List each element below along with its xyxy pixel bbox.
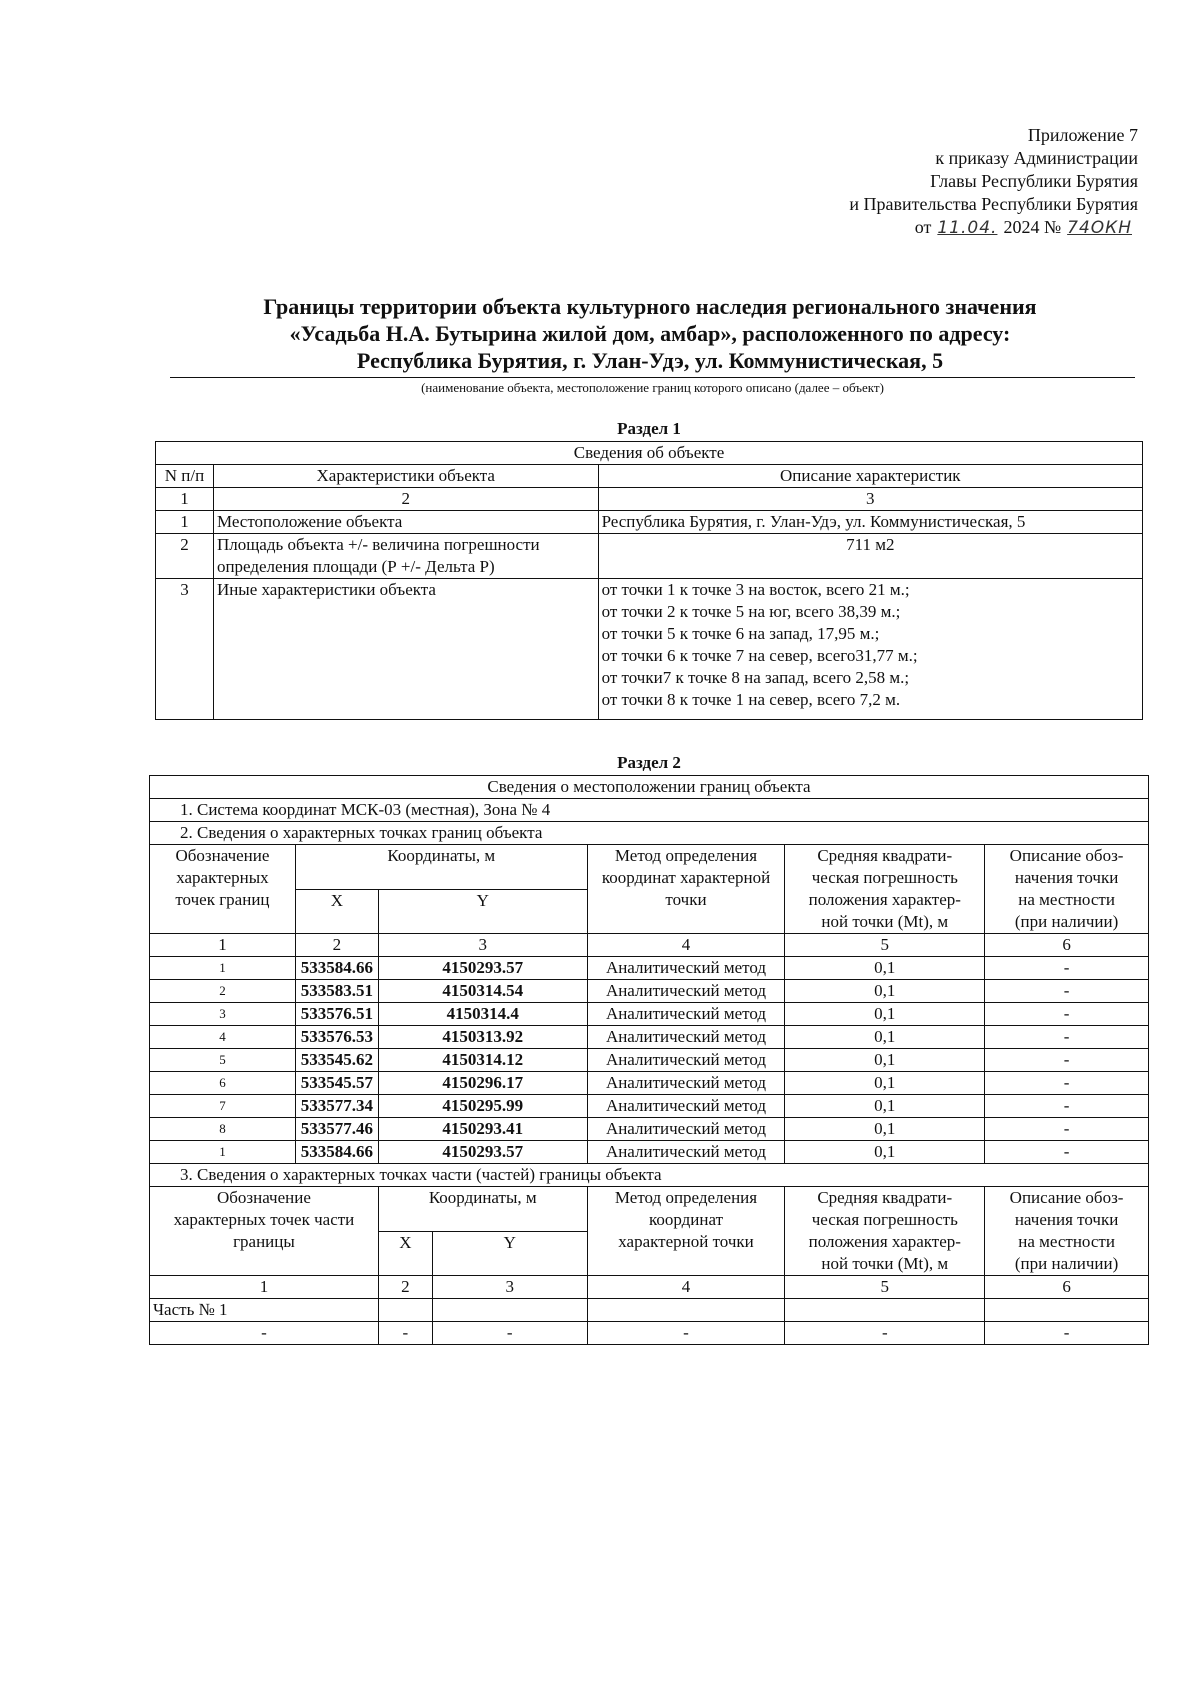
table-row	[150, 1003, 1149, 1026]
characteristic-desc: 711 м2	[598, 534, 1142, 579]
header-line: Средняя квадрати-	[817, 1188, 953, 1207]
point-id: 1	[150, 1141, 296, 1164]
column-number: 6	[985, 1276, 1149, 1299]
table-row	[150, 1141, 1149, 1164]
part-cell: -	[587, 1322, 785, 1345]
header-method	[587, 845, 785, 934]
table-row	[156, 511, 1143, 534]
header-line: Описание обоз-	[1009, 1188, 1124, 1207]
table-row	[150, 980, 1149, 1003]
column-number: 2	[378, 1276, 432, 1299]
point-method: Аналитический метод	[587, 1095, 785, 1118]
appendix-line: и Правительства Республики Бурятия	[849, 194, 1138, 214]
characteristic-name: Местоположение объекта	[213, 511, 598, 534]
title-caption: (наименование объекта, местоположение границ которого описано (далее – объект)	[421, 380, 884, 395]
row-number: 1	[156, 511, 214, 534]
header-x: X	[295, 889, 378, 934]
point-id: 7	[150, 1095, 296, 1118]
table-row	[150, 1072, 1149, 1095]
appendix-line: к приказу Администрации	[935, 148, 1138, 168]
parts-header-y: Y	[432, 1231, 587, 1276]
header-cell: N п/п	[156, 465, 214, 488]
header-line: (при наличии)	[1014, 912, 1119, 931]
table-title: Сведения об объекте	[156, 442, 1143, 465]
desc-line: от точки 2 к точке 5 на юг, всего 38,39 м.;	[601, 602, 901, 621]
characteristic-name	[213, 534, 598, 579]
desc-line: от точки7 к точке 8 на запад, всего 2,58 м.;	[601, 668, 910, 687]
point-id: 8	[150, 1118, 296, 1141]
point-desc: -	[985, 1072, 1149, 1095]
point-id: 3	[150, 1003, 296, 1026]
point-desc: -	[985, 1118, 1149, 1141]
header-line: на местности	[1018, 890, 1115, 909]
point-error: 0,1	[785, 1118, 985, 1141]
header-line: положения характер-	[808, 1232, 961, 1251]
part-cell: -	[985, 1322, 1149, 1345]
point-y: 4150293.57	[378, 1141, 587, 1164]
header-line: (при наличии)	[1014, 1254, 1119, 1273]
empty-cell	[432, 1299, 587, 1322]
part-label: Часть № 1	[150, 1299, 379, 1322]
header-line: характерных	[176, 868, 269, 887]
point-method: Аналитический метод	[587, 1118, 785, 1141]
header-line: характерных точек части	[173, 1210, 355, 1229]
header-line: начения точки	[1014, 868, 1119, 887]
point-method: Аналитический метод	[587, 1003, 785, 1026]
table-row	[150, 1049, 1149, 1072]
point-y: 4150295.99	[378, 1095, 587, 1118]
header-line: ческая погрешность	[811, 1210, 958, 1229]
header-line: точек границ	[175, 890, 270, 909]
table-title: Сведения о местоположении границ объекта	[150, 776, 1149, 799]
header-line: координат характерной	[601, 868, 771, 887]
column-number: 5	[785, 934, 985, 957]
appendix-line: Главы Республики Бурятия	[930, 171, 1138, 191]
point-error: 0,1	[785, 1072, 985, 1095]
point-id: 2	[150, 980, 296, 1003]
point-desc: -	[985, 1141, 1149, 1164]
column-number: 5	[785, 1276, 985, 1299]
section2-heading: Раздел 2	[617, 753, 681, 772]
header-line: Описание обоз-	[1009, 846, 1124, 865]
points-subtitle: 2. Сведения о характерных точках границ объекта	[150, 822, 1149, 845]
point-x: 533576.53	[295, 1026, 378, 1049]
point-y: 4150293.41	[378, 1118, 587, 1141]
desc-line: от точки 6 к точке 7 на север, всего31,77 м.;	[601, 646, 918, 665]
parts-header-coords: Координаты, м	[378, 1187, 587, 1232]
point-error: 0,1	[785, 1003, 985, 1026]
title-underline	[170, 377, 1135, 378]
parts-header-designation	[150, 1187, 379, 1276]
point-x: 533577.34	[295, 1095, 378, 1118]
part-cell: -	[432, 1322, 587, 1345]
table-row	[150, 1118, 1149, 1141]
section2-table	[149, 775, 1149, 1345]
point-y: 4150314.54	[378, 980, 587, 1003]
point-method: Аналитический метод	[587, 1072, 785, 1095]
handwritten-number: 74ОКН	[1067, 218, 1132, 238]
header-line: границы	[233, 1232, 295, 1251]
point-x: 533545.57	[295, 1072, 378, 1095]
desc-line: от точки 1 к точке 3 на восток, всего 21 м.;	[601, 580, 910, 599]
table-row	[150, 1322, 1149, 1345]
parts-header-method	[587, 1187, 785, 1276]
section1-table	[155, 441, 1143, 720]
order-date-line	[849, 216, 1138, 240]
point-y: 4150313.92	[378, 1026, 587, 1049]
point-x: 533577.46	[295, 1118, 378, 1141]
point-desc: -	[985, 1003, 1149, 1026]
table-row	[150, 957, 1149, 980]
point-y: 4150296.17	[378, 1072, 587, 1095]
empty-cell	[785, 1299, 985, 1322]
column-number: 1	[150, 934, 296, 957]
point-id: 4	[150, 1026, 296, 1049]
empty-cell	[985, 1299, 1149, 1322]
row-number: 3	[156, 579, 214, 720]
point-error: 0,1	[785, 1026, 985, 1049]
point-x: 533584.66	[295, 957, 378, 980]
desc-line: от точки 8 к точке 1 на север, всего 7,2 м.	[601, 690, 901, 709]
parts-header-desc	[985, 1187, 1149, 1276]
point-id: 1	[150, 957, 296, 980]
table-row	[150, 1095, 1149, 1118]
header-line: на местности	[1018, 1232, 1115, 1251]
part-cell: -	[785, 1322, 985, 1345]
empty-cell	[587, 1299, 785, 1322]
characteristic-desc	[598, 579, 1142, 720]
point-y: 4150293.57	[378, 957, 587, 980]
header-line: координат	[648, 1210, 724, 1229]
point-method: Аналитический метод	[587, 980, 785, 1003]
point-method: Аналитический метод	[587, 957, 785, 980]
handwritten-date: 11.04.	[937, 218, 998, 238]
point-id: 6	[150, 1072, 296, 1095]
point-error: 0,1	[785, 1141, 985, 1164]
point-y: 4150314.4	[378, 1003, 587, 1026]
title-line: Республика Бурятия, г. Улан-Удэ, ул. Коммунистическая, 5	[356, 348, 944, 373]
appendix-block	[849, 124, 1138, 240]
name-line: Площадь объекта +/- величина погрешности	[216, 535, 540, 554]
point-x: 533583.51	[295, 980, 378, 1003]
point-y: 4150314.12	[378, 1049, 587, 1072]
name-line: определения площади (Р +/- Дельта Р)	[216, 557, 495, 576]
header-line: Метод определения	[614, 846, 758, 865]
point-desc: -	[985, 1095, 1149, 1118]
point-error: 0,1	[785, 1049, 985, 1072]
points-body	[150, 957, 1149, 1164]
point-x: 533576.51	[295, 1003, 378, 1026]
header-line: начения точки	[1014, 1210, 1119, 1229]
point-desc: -	[985, 957, 1149, 980]
column-number: 6	[985, 934, 1149, 957]
part-cell: -	[150, 1322, 379, 1345]
section1-heading: Раздел 1	[617, 419, 681, 438]
header-designation	[150, 845, 296, 934]
column-number: 2	[295, 934, 378, 957]
header-line: Средняя квадрати-	[817, 846, 953, 865]
header-line: ной точки (Mt), м	[821, 1254, 949, 1273]
header-line: ной точки (Mt), м	[821, 912, 949, 931]
column-number: 3	[432, 1276, 587, 1299]
point-method: Аналитический метод	[587, 1026, 785, 1049]
column-number: 4	[587, 934, 785, 957]
empty-cell	[378, 1299, 432, 1322]
column-number: 3	[378, 934, 587, 957]
document-title	[160, 293, 1140, 374]
header-coords: Координаты, м	[295, 845, 587, 890]
parts-header-error	[785, 1187, 985, 1276]
point-method: Аналитический метод	[587, 1141, 785, 1164]
header-desc	[985, 845, 1149, 934]
row-number: 2	[156, 534, 214, 579]
point-desc: -	[985, 980, 1149, 1003]
header-line: точки	[665, 890, 707, 909]
year-text: 2024 №	[1003, 217, 1062, 237]
column-number: 3	[598, 488, 1142, 511]
point-error: 0,1	[785, 1095, 985, 1118]
parts-header-x: X	[378, 1231, 432, 1276]
point-x: 533584.66	[295, 1141, 378, 1164]
point-x: 533545.62	[295, 1049, 378, 1072]
appendix-line: Приложение 7	[1027, 125, 1138, 145]
header-y: Y	[378, 889, 587, 934]
point-desc: -	[985, 1026, 1149, 1049]
point-error: 0,1	[785, 957, 985, 980]
header-error	[785, 845, 985, 934]
point-method: Аналитический метод	[587, 1049, 785, 1072]
characteristic-name: Иные характеристики объекта	[213, 579, 598, 720]
title-line: Границы территории объекта культурного наследия регионального значения	[263, 294, 1037, 319]
desc-line: от точки 5 к точке 6 на запад, 17,95 м.;	[601, 624, 880, 643]
point-desc: -	[985, 1049, 1149, 1072]
point-error: 0,1	[785, 980, 985, 1003]
header-line: Обозначение	[175, 846, 270, 865]
part-cell: -	[378, 1322, 432, 1345]
column-number: 1	[156, 488, 214, 511]
header-line: характерной точки	[618, 1232, 754, 1251]
header-line: положения характер-	[808, 890, 961, 909]
header-line: Обозначение	[216, 1188, 311, 1207]
characteristic-desc: Республика Бурятия, г. Улан-Удэ, ул. Коммунистическая, 5	[598, 511, 1142, 534]
header-line: ческая погрешность	[811, 868, 958, 887]
table-row	[156, 534, 1143, 579]
parts-subtitle: 3. Сведения о характерных точках части (частей) границы объекта	[150, 1164, 1149, 1187]
column-number: 4	[587, 1276, 785, 1299]
coord-system: 1. Система координат МСК-03 (местная), Зона № 4	[150, 799, 1149, 822]
date-prefix: от	[914, 217, 932, 237]
header-line: Метод определения	[614, 1188, 758, 1207]
point-id: 5	[150, 1049, 296, 1072]
column-number: 2	[213, 488, 598, 511]
title-line: «Усадьба Н.А. Бутырина жилой дом, амбар», расположенного по адресу:	[289, 321, 1011, 346]
header-cell: Описание характеристик	[598, 465, 1142, 488]
column-number: 1	[150, 1276, 379, 1299]
table-row	[150, 1026, 1149, 1049]
table-row	[156, 579, 1143, 720]
header-cell: Характеристики объекта	[213, 465, 598, 488]
